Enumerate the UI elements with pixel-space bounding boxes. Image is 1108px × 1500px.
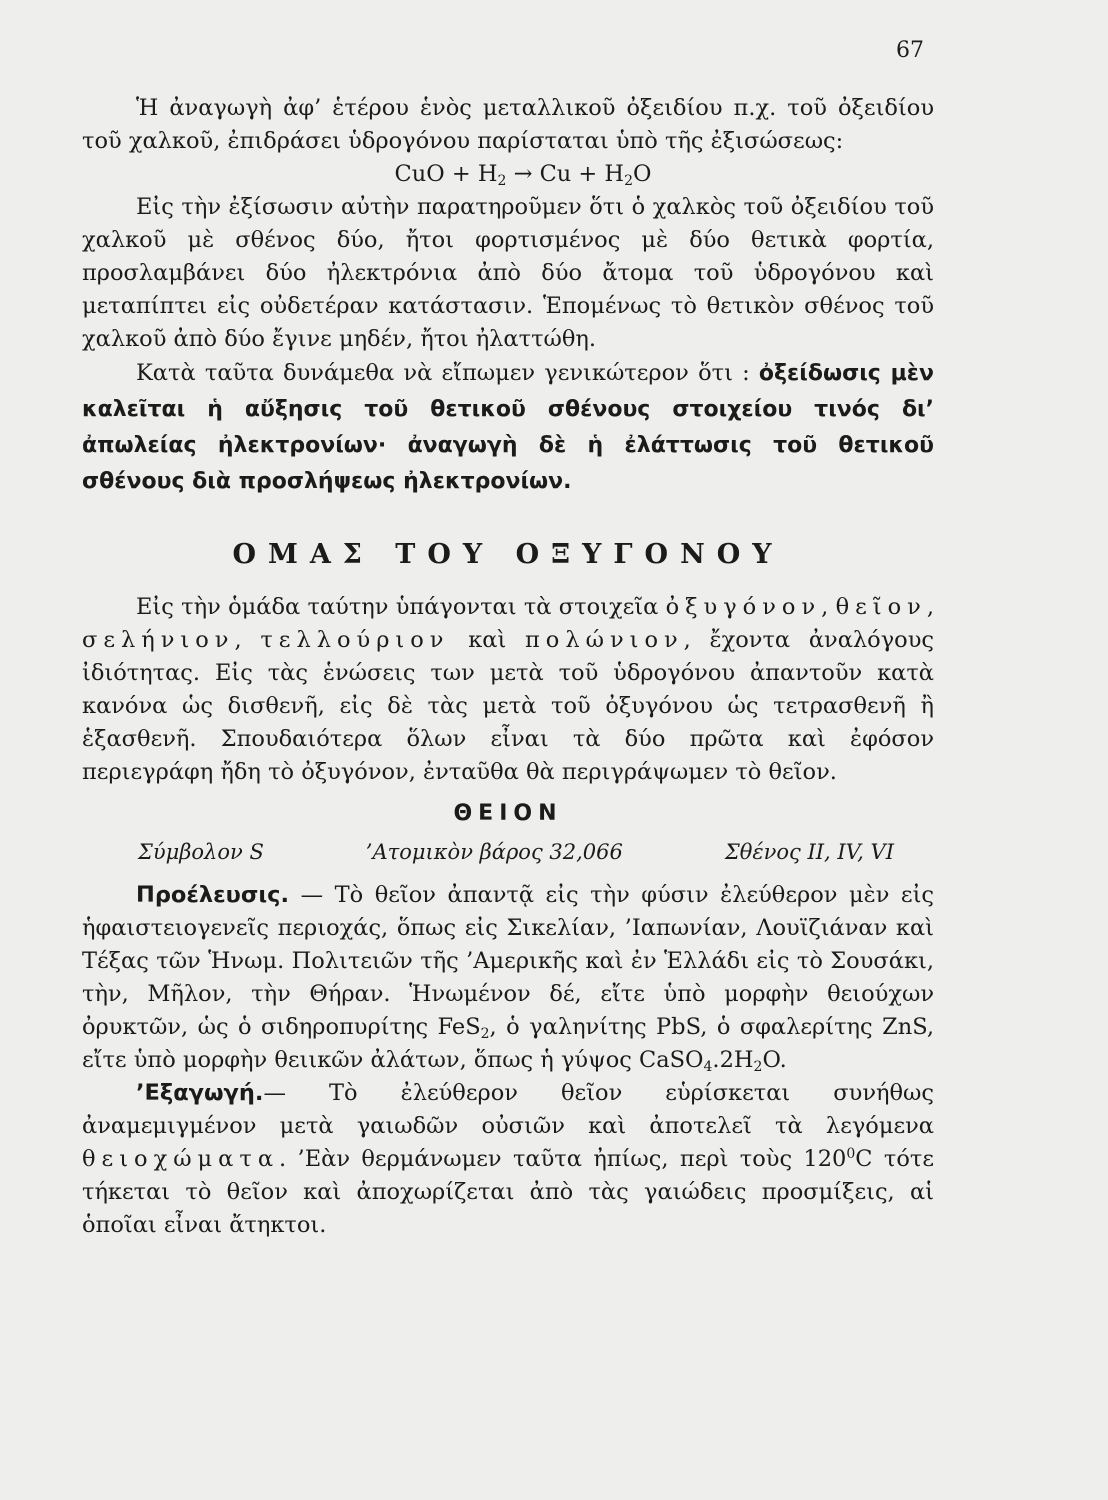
- origin-heading: Προέλευσις.: [136, 882, 290, 908]
- page-number: 67: [896, 38, 924, 63]
- paragraph-origin: Προέλευσις. — Τὸ θεῖον ἀπαντᾷ εἰς τὴν φύσιν ἐλεύθερον μὲν εἰς ἡφαιστειογενεῖς περιοχάς, ὅπως εἰς Σικελίαν, ’Ιαπωνίαν, Λουϊζιάναν καὶ Τέξας τῶν Ἡνωμ. Πολιτειῶν τῆς ’Αμερικῆς καὶ ἐν Ἑλλάδι εἰς τὸ Σουσάκι, τὴν, Μῆλον, τὴν Θήραν. Ἡνωμένον δέ, εἴτε ὑπὸ μορφὴν θειούχων ὀρυκτῶν, ὡς ὁ σιδηροπυρίτης FeS$_2$, ὁ γαληνίτης PbS, ὁ σφαλερίτης ZnS, εἴτε ὑπὸ μορφὴν θειικῶν ἀλάτων, ὅπως ἡ γύψος $CaSO_4.2H_2O$.: [82, 882, 934, 1075]
- section-title: ΟΜΑΣ ΤΟΥ ΟΞΥΓΟΝΟΥ: [232, 539, 784, 570]
- paragraph-definition: Κατὰ ταῦτα δυνάμεθα νὰ εἴπωμεν γενικώτερον ὅτι : ὀξείδωσις μὲν καλεῖται ἡ αὔξησις τοῦ θετικοῦ σθένους στοιχείου τινός δι’ ἀπωλείας ἠλεκτρονίων· ἀναγωγὴ δὲ ἡ ἐλάττωσις τοῦ θετικοῦ σθένους διὰ προσλήψεως ἠλεκτρονίων.: [82, 360, 934, 494]
- page-body: [82, 92, 934, 1242]
- atomic-weight-label: ’Ατομικὸν βάρος 32,066: [365, 840, 623, 864]
- valence-label: Σθένος II, IV, VI: [724, 840, 894, 864]
- paragraph-oxygen-group: Εἰς τὴν ὁμάδα ταύτην ὑπάγονται τὰ στοιχεῖα ὀξυγόνον, θεῖον, σελήνιον, τελλούριον καὶ πολώνιον, ἔχοντα ἀναλόγους ἰδιότητας. Εἰς τὰς ἑνώσεις των μετὰ τοῦ ὑδρογόνου ἀπαντοῦν κατὰ κανόνα ὡς δισθενῆ, εἰς δὲ τὰς μετὰ τοῦ ὀξυγόνου ὡς τετρασθενῆ ἢ ἑξασθενῆ. Σπουδαιότερα ὅλων εἶναι τὰ δύο πρῶτα καὶ ἐφόσον περιεγράφη ἤδη τὸ ὀξυγόνον, ἐνταῦθα θὰ περιγράψωμεν τὸ θεῖον.: [82, 594, 934, 785]
- paragraph-extraction: ’Εξαγωγή.— Τὸ ἐλεύθερον θεῖον εὑρίσκεται συνήθως ἀναμεμιγμένον μετὰ γαιωδῶν οὐσιῶν καὶ ἀποτελεῖ τὰ λεγόμενα θειοχώματα. ’Εὰν θερμάνωμεν ταῦτα ἠπίως, περὶ τοὺς $120^0C$ τότε τήκεται τὸ θεῖον καὶ ἀποχωρίζεται ἀπὸ τὰς γαιώδεις προσμίξεις, αἱ ὁποῖαι εἶναι ἄτηκτοι.: [82, 1080, 934, 1238]
- paragraph-reduction-intro: Ἡ ἀναγωγὴ ἀφ’ ἑτέρου ἑνὸς μεταλλικοῦ ὀξειδίου π.χ. τοῦ ὀξειδίου τοῦ χαλκοῦ, ἐπιδράσει ὑδρογόνου παρίσταται ὑπὸ τῆς ἐξισώσεως:: [82, 95, 934, 154]
- extraction-heading: ’Εξαγωγή.: [136, 1080, 264, 1106]
- symbol-label: Σύμβολον S: [138, 840, 264, 864]
- paragraph-explanation: Εἰς τὴν ἐξίσωσιν αὐτὴν παρατηροῦμεν ὅτι ὁ χαλκὸς τοῦ ὀξειδίου τοῦ χαλκοῦ μὲ σθένος δύο, ἤτοι φορτισμένος μὲ δύο θετικὰ φορτία, προσλαμβάνει δύο ἠλεκτρόνια ἀπὸ δύο ἄτομα τοῦ ὑδρογόνου καὶ μεταπίπτει εἰς οὐδετέραν κατάστασιν. Ἑπομένως τὸ θετικὸν σθένος τοῦ χαλκοῦ ἀπὸ δύο ἔγινε μηδέν, ἤτοι ἠλαττώθη.: [82, 194, 934, 352]
- definition-bold: ὀξείδωσις μὲν καλεῖται ἡ αὔξησις τοῦ θετικοῦ σθένους στοιχείου τινός δι’ ἀπωλείας ἠλεκτρονίων· ἀναγωγὴ δὲ ἡ ἐλάττωσις τοῦ θετικοῦ σθένους διὰ προσλήψεως ἠλεκτρονίων.: [82, 361, 934, 494]
- subsection-title: ΘΕΙΟΝ: [453, 801, 563, 826]
- chemical-equation: CuO + $H_2 \to Cu + H_2O$: [394, 161, 652, 189]
- element-properties: [82, 836, 934, 869]
